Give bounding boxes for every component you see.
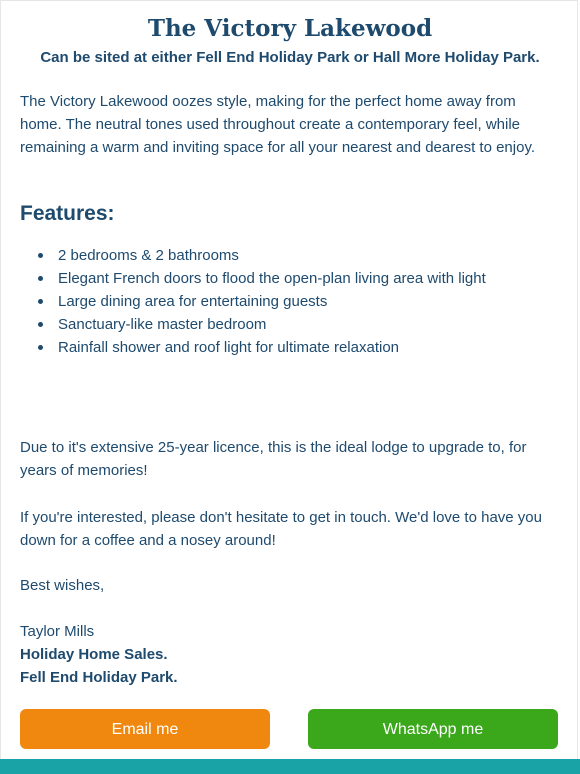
signature-name: Taylor Mills	[20, 623, 95, 640]
licence-paragraph: Due to it's extensive 25-year licence, this is the ideal lodge to upgrade to, for years of memories!	[20, 439, 527, 479]
bullet-icon	[38, 322, 43, 327]
list-item-text: 2 bedrooms & 2 bathrooms	[58, 247, 239, 264]
features-list	[20, 244, 580, 359]
whatsapp-me-button[interactable]: WhatsApp me	[308, 709, 558, 749]
list-item-text: Elegant French doors to flood the open-plan living area with light	[58, 270, 486, 287]
bullet-icon	[38, 253, 43, 258]
bullet-icon	[38, 345, 43, 350]
list-item	[58, 336, 580, 359]
list-item-text: Sanctuary-like master bedroom	[58, 316, 267, 333]
best-wishes-text: Best wishes,	[20, 577, 105, 594]
interest-paragraph: If you're interested, please don't hesitate to get in touch. We'd love to have you down for a coffee and a nosey around!	[20, 509, 542, 549]
list-item	[58, 267, 580, 290]
list-item-text: Large dining area for entertaining guests	[58, 293, 328, 310]
signature	[20, 620, 178, 689]
list-item	[58, 313, 580, 336]
bullet-icon	[38, 299, 43, 304]
list-item-text: Rainfall shower and roof light for ultimate relaxation	[58, 339, 400, 356]
list-item	[58, 290, 580, 313]
features-heading: Features:	[20, 202, 115, 225]
footer-bar	[0, 759, 580, 774]
page-subtitle: Can be sited at either Fell End Holiday Park or Hall More Holiday Park.	[40, 49, 540, 66]
page-title: The Victory Lakewood	[147, 15, 433, 42]
intro-paragraph: The Victory Lakewood oozes style, making for the perfect home away from home. The neutral tones used throughout create a contemporary feel, while remaining a warm and inviting space for all your nearest and dearest to enjoy.	[20, 93, 536, 156]
email-me-button[interactable]: Email me	[20, 709, 270, 749]
signature-team: Holiday Home Sales.	[20, 646, 168, 663]
list-item	[58, 244, 580, 267]
signature-park: Fell End Holiday Park.	[20, 669, 178, 686]
bullet-icon	[38, 276, 43, 281]
